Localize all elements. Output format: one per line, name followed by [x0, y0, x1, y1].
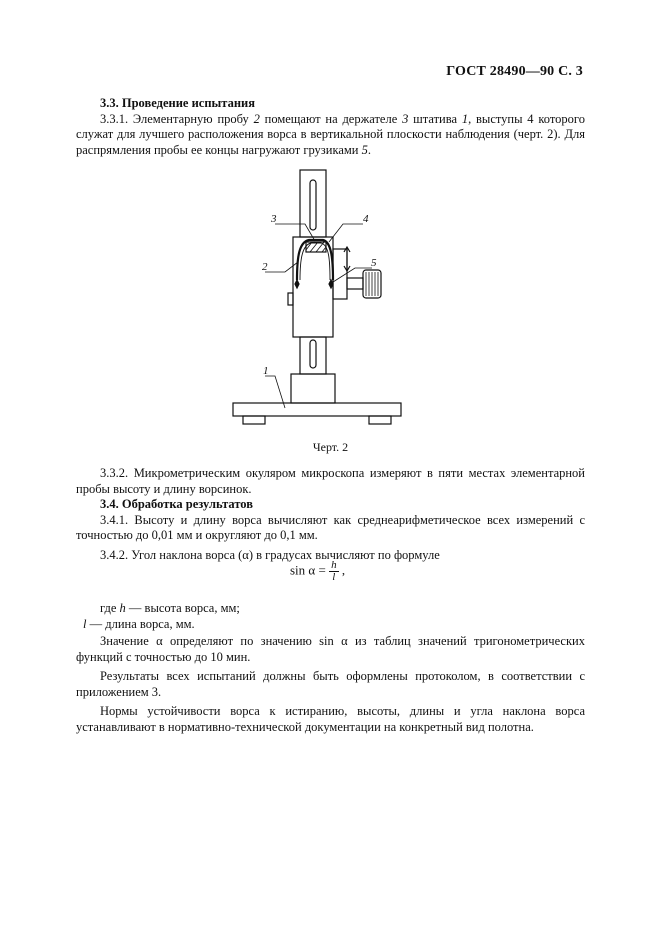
where-line-l: [76, 617, 585, 633]
paragraph-alpha: Значение α определяют по значению sin α из таблиц значений тригонометрических функций с точностью до 10 мин.: [76, 634, 585, 664]
text-run: где: [100, 601, 120, 615]
section-3-3-2-and-3-4: [76, 466, 585, 563]
figure-caption: Черт. 2: [312, 440, 349, 454]
paragraph-norms: Нормы устойчивости ворса к истиранию, высоты, длины и угла наклона ворса устанавливают в нормативно-технической документации на конкретный вид полотна.: [76, 704, 585, 734]
base-foot-left: [243, 416, 265, 424]
formula: [290, 560, 345, 583]
label-2: 2: [262, 261, 268, 273]
ref-number: 5: [361, 142, 368, 157]
text-run: — высота ворса, мм;: [125, 601, 240, 615]
base-foot-right: [369, 416, 391, 424]
text-run: штатива: [408, 111, 462, 126]
weight-right: [329, 280, 333, 288]
label-3: 3: [271, 213, 277, 225]
formula-denominator: l: [332, 571, 336, 583]
leader-4: [329, 224, 363, 242]
stand-block: [291, 374, 335, 403]
paragraph-3-4-1: 3.4.1. Высоту и длину ворса вычисляют как среднеарифметическое всех измерений с точностью до 0,01 мм и округляют до 0,1 мм.: [76, 512, 585, 542]
where-line-h: [76, 601, 585, 617]
section-3-3-heading: 3.3. Проведение испытания: [100, 96, 255, 110]
label-1: 1: [263, 365, 269, 377]
text-run: помещают на держателе: [259, 111, 403, 126]
figure-2-apparatus: [225, 162, 415, 432]
stand-base: [233, 403, 401, 416]
label-5: 5: [371, 257, 377, 269]
section-3-4-heading: 3.4. Обработка результатов: [100, 497, 253, 511]
knob-shaft: [347, 278, 363, 289]
column-slot-lower: [310, 340, 316, 368]
weight-left: [295, 280, 299, 288]
text-run: , выступы 4 которого служат для лучшего расположения ворса в вертикальной плоскости наблюдения (черт. 2). Для распрямления пробы ее концы нагружают грузиками: [76, 111, 586, 157]
document-header: ГОСТ 28490—90 С. 3: [446, 64, 583, 79]
column-slot-upper: [310, 180, 316, 230]
ref-number: 3: [402, 111, 409, 126]
formula-fraction: [329, 560, 339, 583]
formula-lhs: sin α =: [290, 562, 330, 578]
ref-number: 1: [461, 111, 469, 126]
paragraph-results: Результаты всех испытаний должны быть оформлены протоколом, в соответствии с приложением 3.: [76, 669, 585, 699]
section-tail: [76, 601, 585, 735]
ref-number: 2: [253, 111, 260, 126]
paragraph-3-3-2: 3.3.2. Микрометрическим окуляром микроскопа измеряют в пяти местах элементарной пробы высоту и длину ворсинок.: [76, 466, 585, 496]
formula-numerator: h: [331, 559, 337, 571]
knob-knurling: [366, 272, 378, 296]
paragraph-3-4-2: 3.4.2. Угол наклона ворса (α) в градусах вычисляют по формуле: [100, 547, 440, 562]
label-4: 4: [363, 213, 369, 225]
holder-clamp: [288, 293, 293, 305]
variable-h: h: [119, 601, 126, 615]
variable-l: l: [83, 616, 87, 631]
section-3-3: [76, 96, 585, 158]
text-run: 3.3.1. Элементарную пробу: [100, 111, 254, 126]
text-run: .: [367, 142, 371, 157]
text-run: — длина ворса, мм.: [86, 616, 195, 631]
paragraph-3-3-1: [76, 112, 585, 159]
leader-3: [275, 224, 315, 241]
formula-tail: ,: [338, 562, 346, 578]
